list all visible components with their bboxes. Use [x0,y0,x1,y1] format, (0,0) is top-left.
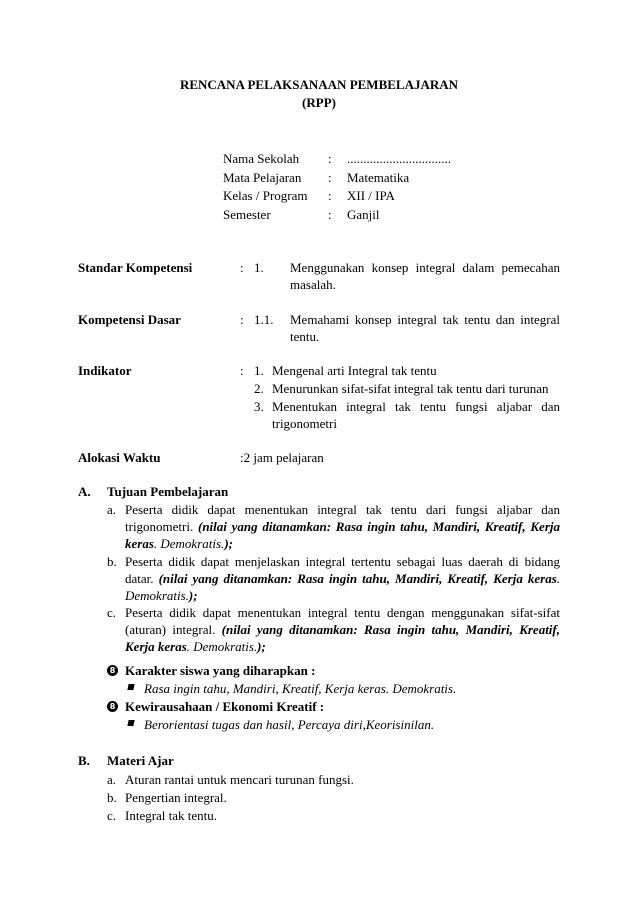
info-value: XII / IPA [347,188,395,203]
objective-text-line3 [125,587,560,604]
document-title: RENCANA PELAKSANAAN PEMBELAJARAN [179,77,459,92]
info-colon: : [328,188,332,203]
objective-values-end: ); [224,536,233,551]
objective-letter: a. [107,502,117,517]
objective-values: Kerja keras [125,639,187,654]
circled-number-bullet-icon: 8 [107,665,118,676]
objective-text-plain: datar. [125,571,159,586]
indikator-number: 3. [254,399,264,414]
standar-kompetensi-text: Menggunakan konsep integral dalam pemecahan [290,260,560,275]
indikator-item-cont: trigonometri [272,416,337,431]
objective-text: Peserta didik dapat menentukan integral tak tentu dari fungsi aljabar dan [125,502,560,517]
alokasi-waktu-label: Alokasi Waktu [78,450,161,465]
standar-kompetensi-label: Standar Kompetensi [78,260,193,275]
info-label: Semester [223,207,271,222]
square-bullet-icon [127,684,134,690]
section-a-title: Tujuan Pembelajaran [107,484,229,499]
info-label: Kelas / Program [223,188,308,203]
objective-text-line2 [125,570,560,587]
indikator-label: Indikator [78,363,132,378]
standar-kompetensi-number: 1. [254,260,264,275]
indikator-item: Mengenal arti Integral tak tentu [272,363,437,378]
materi-letter: b. [107,790,117,805]
objective-text-line3 [125,638,560,655]
objective-text: Peserta didik dapat menentukan integral tentu dengan menggunakan sifat-sifat [125,605,560,620]
indikator-number: 2. [254,381,264,396]
info-colon: : [328,207,332,222]
kewirausahaan-item: Berorientasi tugas dan hasil, Percaya diri,Keorisinilan. [144,717,435,732]
kompetensi-dasar-number: 1.1. [254,312,274,327]
materi-item: Pengertian integral. [125,790,227,805]
objective-letter: c. [107,605,117,620]
karakter-label: Karakter siswa yang diharapkan : [125,663,316,678]
objective-text: Peserta didik dapat menjelaskan integral tertentu sebagai luas daerah di bidang [125,554,560,569]
materi-letter: c. [107,808,117,823]
circled-number-bullet-icon: 8 [107,701,118,712]
square-bullet-icon [127,720,134,726]
info-label: Nama Sekolah [223,151,300,166]
materi-letter: a. [107,772,117,787]
kompetensi-dasar-colon: : [240,312,244,327]
objective-text-plain: (aturan) integral. [125,622,222,637]
objective-values: (nilai yang ditanamkan: Rasa ingin tahu, Mandiri, Kreatif, Kerja keras [158,571,557,586]
objective-values-end: ); [188,588,198,603]
objective-values-ital: . Demokratis. [153,536,225,551]
indikator-item: Menurunkan sifat-sifat integral tak tentu dari turunan [272,381,549,396]
kompetensi-dasar-label: Kompetensi Dasar [78,312,181,327]
objective-text-line2 [125,621,560,638]
document-subtitle: (RPP) [302,95,336,110]
indikator-number: 1. [254,363,264,378]
info-label: Mata Pelajaran [223,170,302,185]
objective-letter: b. [107,554,117,569]
standar-kompetensi-text-cont: masalah. [290,277,336,292]
standar-kompetensi-colon: : [240,260,244,275]
section-a-letter: A. [78,484,91,499]
kompetensi-dasar-text-cont: tentu. [290,329,320,344]
info-colon: : [328,151,332,166]
karakter-item: Rasa ingin tahu, Mandiri, Kreatif, Kerja keras. Demokratis. [144,681,457,696]
objective-values-end: ); [257,639,266,654]
objective-values: (nilai yang ditanamkan: Rasa ingin tahu, Mandiri, Kreatif, [221,622,560,637]
indikator-item: Menentukan integral tak tentu fungsi aljabar dan [272,399,560,414]
alokasi-waktu-value: :2 jam pelajaran [240,450,324,465]
objective-text-line2 [125,518,560,535]
materi-item: Aturan rantai untuk mencari turunan fungsi. [125,772,354,787]
objective-text-plain: trigonometri. [125,519,198,534]
info-value: ................................ [347,151,451,166]
kewirausahaan-label: Kewirausahaan / Ekonomi Kreatif : [125,699,325,714]
objective-values: (nilai yang ditanamkan: Rasa ingin tahu, Mandiri, Kreatif, Kerja [198,519,560,534]
section-b-title: Materi Ajar [107,753,174,768]
objective-text-line3 [125,535,560,552]
objective-values-ital: Demokratis. [125,588,189,603]
info-value: Ganjil [347,207,380,222]
section-b-letter: B. [78,753,90,768]
materi-item: Integral tak tentu. [125,808,218,823]
objective-values: keras [125,536,154,551]
kompetensi-dasar-text: Memahami konsep integral tak tentu dan integral [290,312,560,327]
info-colon: : [328,170,332,185]
objective-values-ital: . Demokratis. [186,639,258,654]
info-value: Matematika [347,170,410,185]
indikator-colon: : [240,363,244,378]
objective-values-ital: . [556,571,561,586]
